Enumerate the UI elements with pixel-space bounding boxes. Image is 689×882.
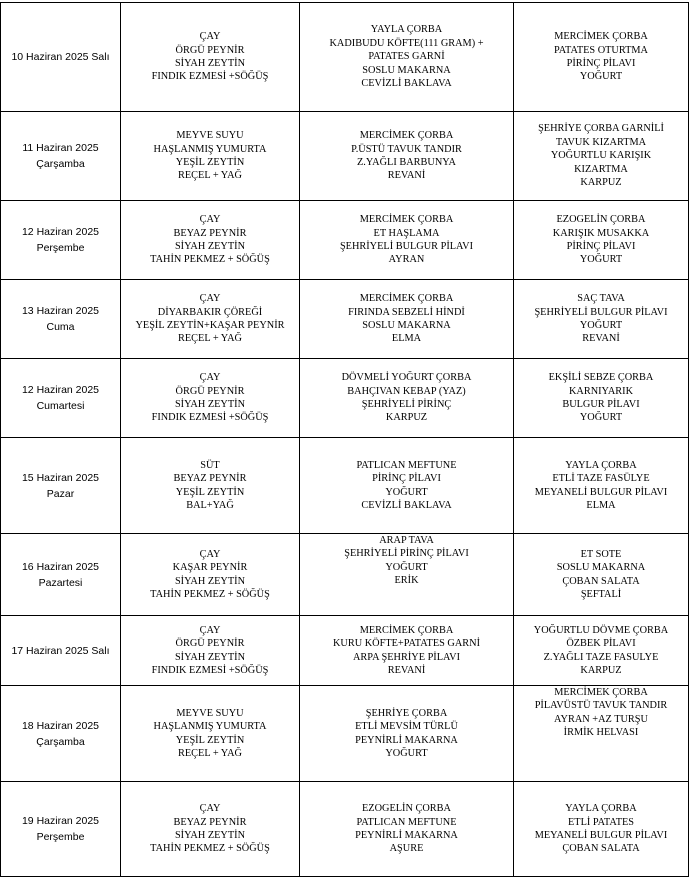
date-cell: 11 Haziran 2025 Çarşamba [1, 112, 121, 201]
dinner-cell: MERCİMEK ÇORBA PATATES OTURTMA PİRİNÇ PİLAVI YOĞURT [514, 3, 689, 112]
lunch-cell: MERCİMEK ÇORBA KURU KÖFTE+PATATES GARNİ ARPA ŞEHRİYE PİLAVI REVANİ [300, 616, 514, 686]
table-row [1, 686, 689, 782]
breakfast-cell: ÇAY KAŞAR PEYNİR SİYAH ZEYTİN TAHİN PEKMEZ + SÖĞÜŞ [121, 534, 300, 616]
table-row [1, 201, 689, 280]
date-cell: 13 Haziran 2025 Cuma [1, 280, 121, 359]
dinner-cell: EZOGELİN ÇORBA KARIŞIK MUSAKKA PİRİNÇ PİLAVI YOĞURT [514, 201, 689, 280]
lunch-cell: ŞEHRİYE ÇORBA ETLİ MEVSİM TÜRLÜ PEYNİRLİ MAKARNA YOĞURT [300, 686, 514, 782]
lunch-cell: MERCİMEK ÇORBA P.ÜSTÜ TAVUK TANDIR Z.YAĞLI BARBUNYA REVANİ [300, 112, 514, 201]
dinner-cell: ET SOTE SOSLU MAKARNA ÇOBAN SALATA ŞEFTALİ [514, 534, 689, 616]
lunch-cell: EZOGELİN ÇORBA PATLICAN MEFTUNE PEYNİRLİ MAKARNA AŞURE [300, 782, 514, 877]
table-row [1, 112, 689, 201]
table-row [1, 3, 689, 112]
date-cell: 12 Haziran 2025 Cumartesi [1, 359, 121, 438]
date-cell: 16 Haziran 2025 Pazartesi [1, 534, 121, 616]
table-row [1, 782, 689, 877]
date-cell: 17 Haziran 2025 Salı [1, 616, 121, 686]
breakfast-cell: MEYVE SUYU HAŞLANMIŞ YUMURTA YEŞİL ZEYTİN REÇEL + YAĞ [121, 686, 300, 782]
dinner-cell: EKŞİLİ SEBZE ÇORBA KARNIYARIK BULGUR PİLAVI YOĞURT [514, 359, 689, 438]
table-row [1, 359, 689, 438]
dinner-cell: YAYLA ÇORBA ETLİ TAZE FASÜLYE MEYANELİ BULGUR PİLAVI ELMA [514, 438, 689, 534]
dinner-cell: ŞEHRİYE ÇORBA GARNİLİ TAVUK KIZARTMA YOĞURTLU KARIŞIK KIZARTMA KARPUZ [514, 112, 689, 201]
meal-menu-table [0, 2, 689, 877]
lunch-cell: MERCİMEK ÇORBA ET HAŞLAMA ŞEHRİYELİ BULGUR PİLAVI AYRAN [300, 201, 514, 280]
lunch-cell: PATLICAN MEFTUNE PİRİNÇ PİLAVI YOĞURT CEVİZLİ BAKLAVA [300, 438, 514, 534]
table-row [1, 280, 689, 359]
table-row [1, 616, 689, 686]
breakfast-cell: ÇAY ÖRGÜ PEYNİR SİYAH ZEYTİN FINDIK EZMESİ +SÖĞÜŞ [121, 616, 300, 686]
lunch-cell: MERCİMEK ÇORBA FIRINDA SEBZELİ HİNDİ SOSLU MAKARNA ELMA [300, 280, 514, 359]
date-cell: 10 Haziran 2025 Salı [1, 3, 121, 112]
breakfast-cell: ÇAY BEYAZ PEYNİR SİYAH ZEYTİN TAHİN PEKMEZ + SÖĞÜŞ [121, 201, 300, 280]
dinner-cell: SAÇ TAVA ŞEHRİYELİ BULGUR PİLAVI YOĞURT REVANİ [514, 280, 689, 359]
date-cell: 19 Haziran 2025 Perşembe [1, 782, 121, 877]
breakfast-cell: ÇAY ÖRGÜ PEYNİR SİYAH ZEYTİN FINDIK EZMESİ +SÖĞÜŞ [121, 3, 300, 112]
table-row [1, 438, 689, 534]
dinner-cell: MERCİMEK ÇORBA PİLAVÜSTÜ TAVUK TANDIR AYRAN +AZ TURŞU İRMİK HELVASI [514, 686, 689, 782]
breakfast-cell: ÇAY ÖRGÜ PEYNİR SİYAH ZEYTİN FINDIK EZMESİ +SÖĞÜŞ [121, 359, 300, 438]
date-cell: 12 Haziran 2025 Perşembe [1, 201, 121, 280]
lunch-cell: DÖVMELİ YOĞURT ÇORBA BAHÇIVAN KEBAP (YAZ) ŞEHRİYELİ PİRİNÇ KARPUZ [300, 359, 514, 438]
breakfast-cell: ÇAY DİYARBAKIR ÇÖREĞİ YEŞİL ZEYTİN+KAŞAR PEYNİR REÇEL + YAĞ [121, 280, 300, 359]
breakfast-cell: ÇAY BEYAZ PEYNİR SİYAH ZEYTİN TAHİN PEKMEZ + SÖĞÜŞ [121, 782, 300, 877]
dinner-cell: YOĞURTLU DÖVME ÇORBA ÖZBEK PİLAVI Z.YAĞLI TAZE FASULYE KARPUZ [514, 616, 689, 686]
date-cell: 15 Haziran 2025 Pazar [1, 438, 121, 534]
date-cell: 18 Haziran 2025 Çarşamba [1, 686, 121, 782]
lunch-cell: ARAP TAVA ŞEHRİYELİ PİRİNÇ PİLAVI YOĞURT ERİK [300, 534, 514, 616]
dinner-cell: YAYLA ÇORBA ETLİ PATATES MEYANELİ BULGUR PİLAVI ÇOBAN SALATA [514, 782, 689, 877]
breakfast-cell: SÜT BEYAZ PEYNİR YEŞİL ZEYTİN BAL+YAĞ [121, 438, 300, 534]
table-row [1, 534, 689, 616]
lunch-cell: YAYLA ÇORBA KADIBUDU KÖFTE(111 GRAM) + PATATES GARNİ SOSLU MAKARNA CEVİZLİ BAKLAVA [300, 3, 514, 112]
breakfast-cell: MEYVE SUYU HAŞLANMIŞ YUMURTA YEŞİL ZEYTİN REÇEL + YAĞ [121, 112, 300, 201]
